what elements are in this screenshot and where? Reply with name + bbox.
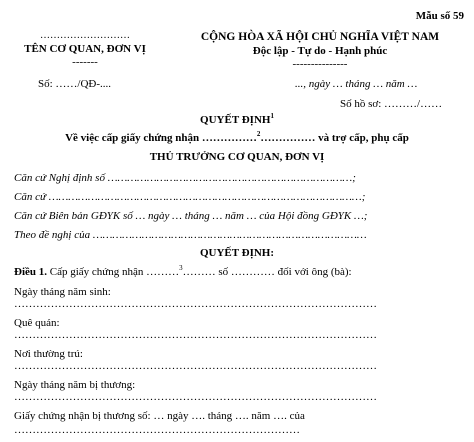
article-label: Điều 1. (14, 266, 47, 278)
authority-title: THỦ TRƯỞNG CƠ QUAN, ĐƠN VỊ (149, 151, 325, 163)
injury-date-label: Ngày tháng năm bị thương: (14, 379, 136, 391)
document-number: Số: ……/QĐ-.... (38, 78, 112, 90)
footnote-1: 1 (270, 112, 274, 120)
subject-post: …………… và trợ cấp, phụ cấp (260, 132, 409, 144)
basis-1: Căn cứ Nghị định số …………………………………………………………………; (14, 172, 356, 184)
motto-rule: --------------- (292, 58, 348, 70)
footnote-2: 2 (256, 130, 261, 138)
decision-subject (0, 132, 474, 144)
injury-certificate-line: Giấy chứng nhận bị thương số: … ngày …. tháng …. năm …. của (14, 410, 305, 422)
agency-dots: ……………………… (40, 30, 130, 41)
residence-dots: ……………………………………………………………………………………… (14, 360, 377, 372)
agency-name: TÊN CƠ QUAN, ĐƠN VỊ (24, 43, 146, 55)
footnote-3: 3 (179, 264, 183, 272)
basis-2: Căn cứ ……………………………………………………………………………………; (14, 191, 366, 203)
injury-certificate-dots: …………………………………………………………………… (14, 424, 300, 436)
decision-title (0, 114, 474, 126)
article-1 (14, 266, 352, 278)
form-code: Mẫu số 59 (415, 10, 464, 22)
subject-pre: Về việc cấp giấy chứng nhận …………… (65, 132, 257, 144)
republic-title: CỘNG HÒA XÃ HỘI CHỦ NGHĨA VIỆT NAM (200, 31, 440, 43)
file-number: Số hồ sơ: ………/…… (340, 98, 443, 110)
article-pre: Cấp giấy chứng nhận ……… (47, 266, 180, 278)
right-header (170, 30, 470, 70)
basis-3: Căn cứ Biên bản GĐYK số … ngày … tháng … năm … của Hội đồng GĐYK …; (14, 210, 368, 222)
decision-heading: QUYẾT ĐỊNH: (199, 247, 275, 259)
left-header (10, 30, 160, 68)
injury-date-dots: ……………………………………………………………………………………… (14, 391, 377, 403)
hometown-label: Quê quán: (14, 317, 60, 329)
decision-title-text: QUYẾT ĐỊNH (200, 114, 271, 126)
date-line: ..., ngày … tháng … năm … (295, 78, 418, 90)
article-post: ……… số ………… đối với ông (bà): (182, 266, 352, 278)
birth-date-dots: ……………………………………………………………………………………… (14, 298, 377, 310)
hometown-dots: ……………………………………………………………………………………… (14, 329, 377, 341)
birth-date-label: Ngày tháng năm sinh: (14, 286, 111, 298)
national-motto: Độc lập - Tự do - Hạnh phúc (252, 45, 388, 57)
residence-label: Nơi thường trú: (14, 348, 83, 360)
agency-rule: ------- (72, 56, 98, 68)
basis-4: Theo đề nghị của ………………………………………………………………………… (14, 229, 367, 241)
